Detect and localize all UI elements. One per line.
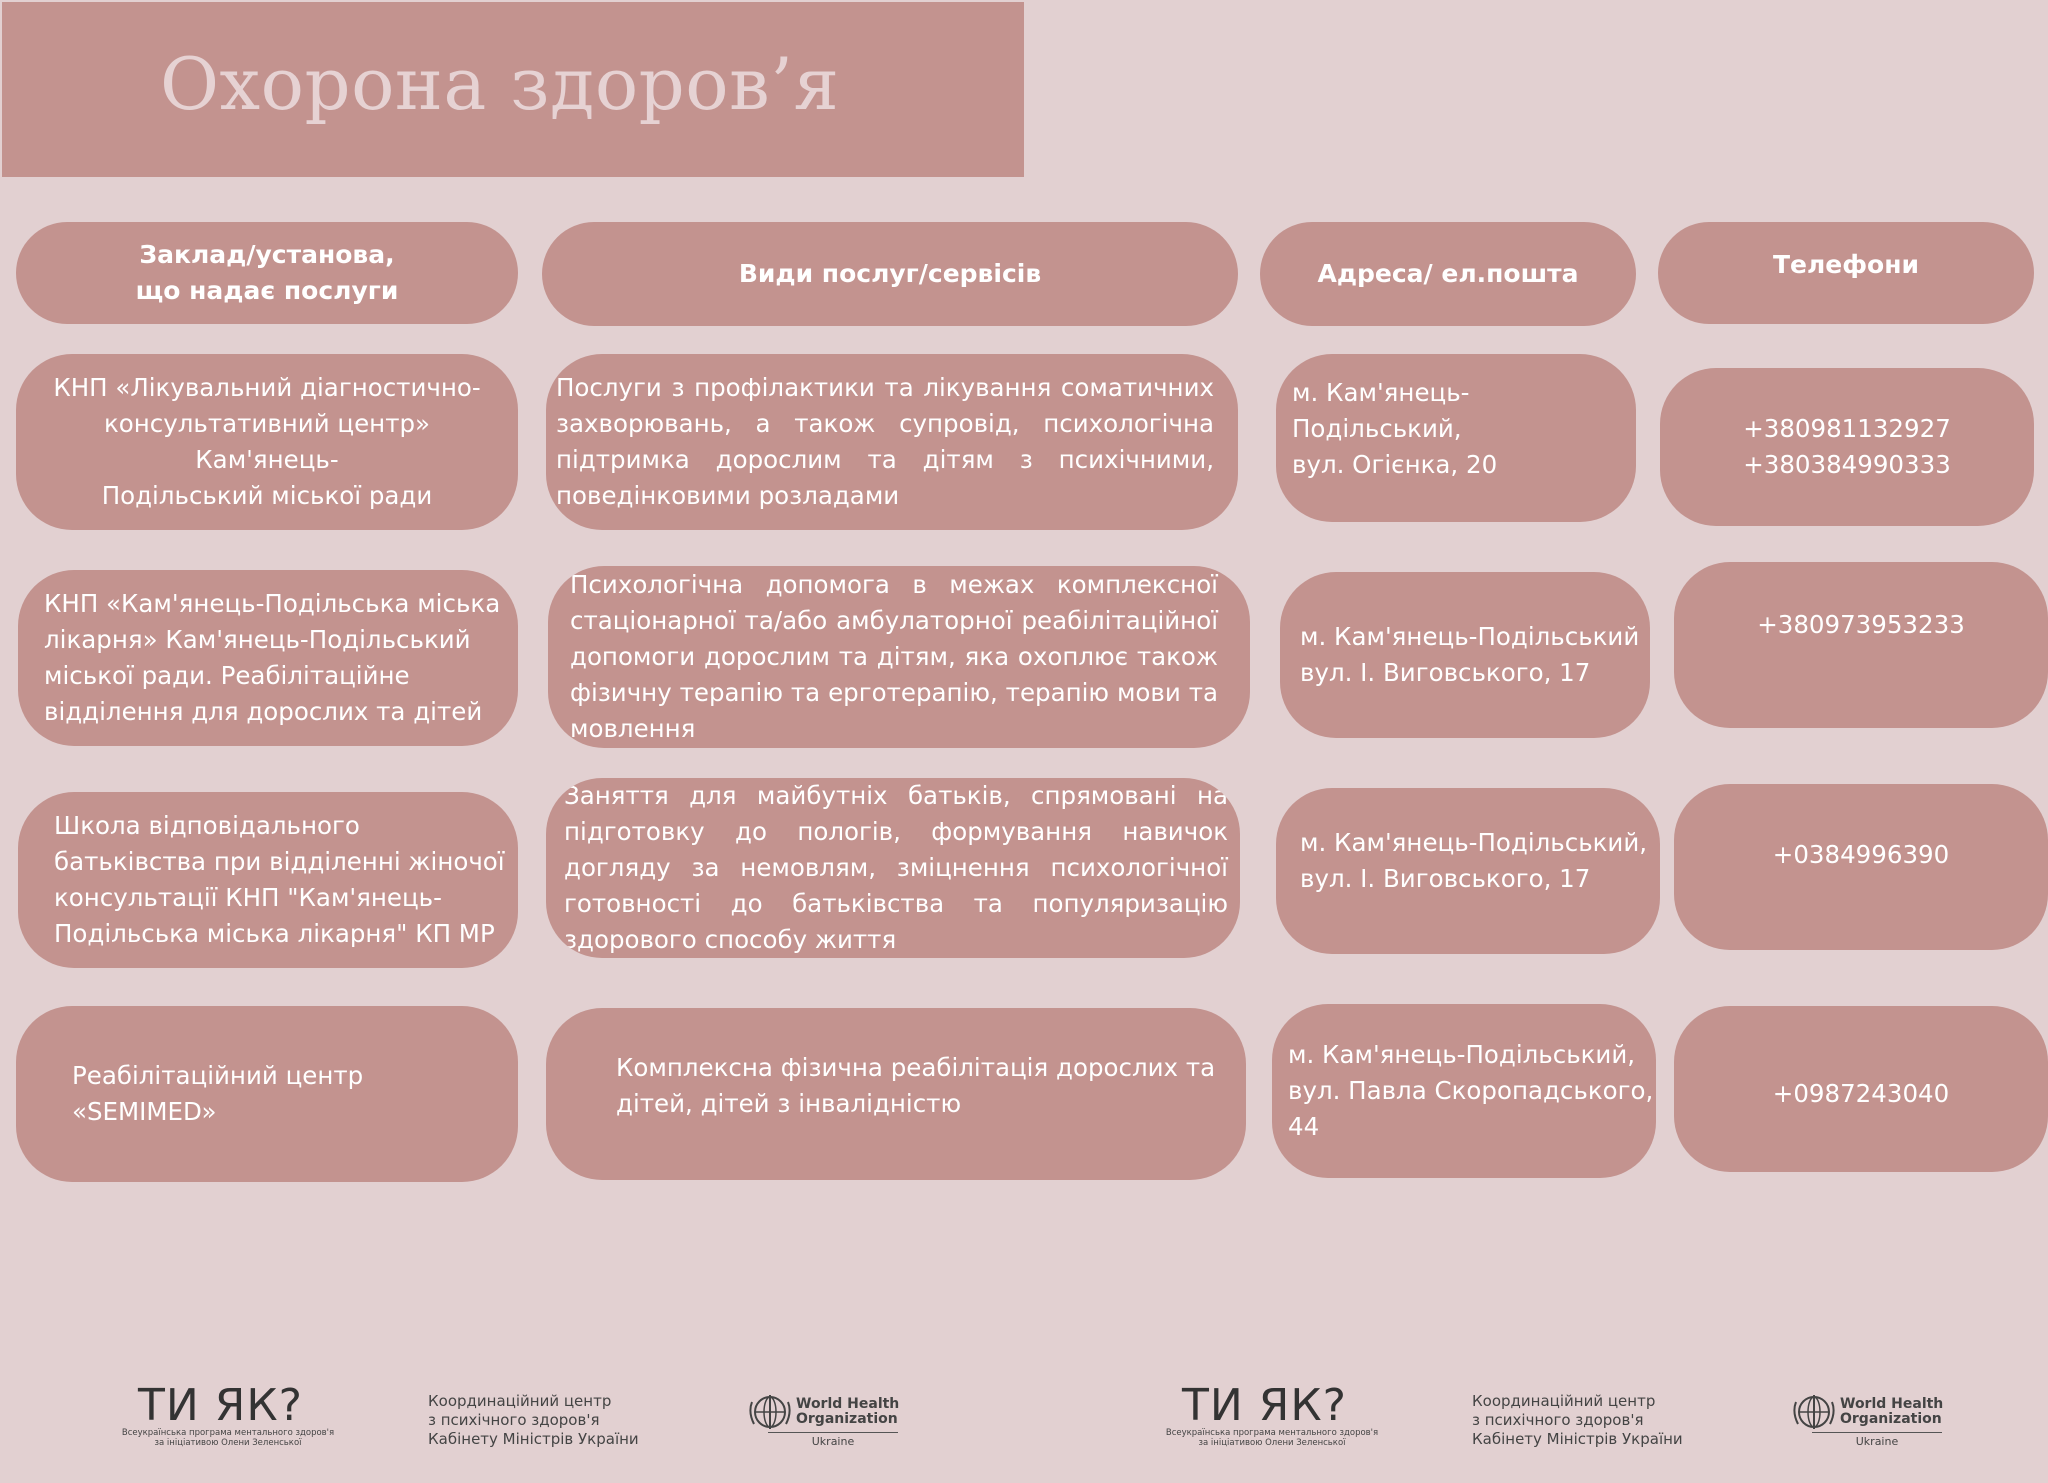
coord2-line1: Координаційний центр [1472, 1392, 1656, 1410]
row4-address-line3: 44 [1288, 1112, 1320, 1141]
header-institution [16, 222, 518, 324]
page-title: Охорона здоров’я [160, 42, 840, 126]
row1-services-line1: Послуги з профілактики та лікування соматичних [556, 373, 1214, 402]
row3-services [546, 778, 1240, 958]
row3-address-line1: м. Кам'янець-Подільський, [1300, 828, 1648, 857]
row3-address-line2: вул. І. Виговського, 17 [1300, 864, 1591, 893]
row1-institution-line1: КНП «Лікувальний діагностично- [53, 373, 481, 402]
row4-phone-1: +0987243040 [1772, 1079, 1950, 1108]
row4-services-line1: Комплексна фізична реабілітація дорослих та [616, 1053, 1216, 1082]
row2-services-line3: допомоги дорослим та дітям, яка охоплює також [570, 642, 1218, 671]
row4-address-line1: м. Кам'янець-Подільський, [1288, 1040, 1636, 1069]
row4-address [1272, 1004, 1656, 1178]
row3-institution-line3: консультації КНП "Кам'янець- [54, 883, 442, 912]
header-services [542, 222, 1238, 326]
row3-institution-line2: батьківства при відділенні жіночої [54, 847, 505, 876]
who-emblem-icon [748, 1392, 792, 1432]
who-line2: Organization [796, 1411, 898, 1427]
row1-institution-line3: Подільський міської ради [101, 481, 433, 510]
coord-line2: з психічного здоров'я [428, 1411, 600, 1429]
row1-institution [16, 354, 518, 530]
who2-line2: Organization [1840, 1411, 1942, 1427]
who2-line1: World Health [1840, 1396, 1944, 1412]
row2-institution-line4: відділення для дорослих та дітей [44, 697, 483, 726]
row1-phones [1660, 368, 2034, 526]
row1-services-line4: поведінковими розладами [556, 481, 900, 510]
row2-services-line1: Психологічна допомога в межах комплексної [570, 570, 1218, 599]
tyak-logo-text: ТИ ЯК? [138, 1380, 303, 1431]
row4-services-line2: дітей, дітей з інвалідністю [616, 1089, 962, 1118]
row4-institution-line2: «SEMIMED» [72, 1097, 217, 1126]
who-emblem-icon-2 [1792, 1392, 1836, 1432]
row3-address [1276, 788, 1660, 954]
row4-services [546, 1008, 1246, 1180]
header-address [1260, 222, 1636, 326]
who-line1: World Health [796, 1396, 900, 1412]
row3-services-line2: підготовку до пологів, формування навичок [564, 817, 1228, 846]
tyak-logo-sub-2: за ініціативою Олени Зеленської [154, 1438, 302, 1448]
row2-address [1280, 572, 1650, 738]
row3-phones [1674, 784, 2048, 950]
header-phones-label: Телефони [1772, 250, 1920, 279]
coord-line1: Координаційний центр [428, 1392, 612, 1410]
footer-logo-tyak-2 [1162, 1380, 1382, 1448]
row2-services-line5: мовлення [570, 714, 696, 743]
who-country: Ukraine [768, 1432, 898, 1448]
row2-address-line1: м. Кам'янець-Подільський [1300, 622, 1640, 651]
footer-logo-tyak-1 [118, 1380, 338, 1448]
row3-services-line3: догляду за немовлям, зміцнення психологічної [564, 853, 1228, 882]
row2-institution-line1: КНП «Кам'янець-Подільська міська [44, 589, 501, 618]
header-phones [1658, 222, 2034, 324]
row3-services-line5: здорового способу життя [564, 925, 897, 954]
header-services-label: Види послуг/сервісів [738, 259, 1042, 288]
row1-phone-2: +380384990333 [1743, 450, 1951, 479]
row3-institution-line1: Школа відповідального [54, 811, 360, 840]
row2-institution-line3: міської ради. Реабілітаційне [44, 661, 410, 690]
tyak-logo-sub-2-2: за ініціативою Олени Зеленської [1198, 1438, 1346, 1448]
row3-institution-line4: Подільська міська лікарня" КП МР [54, 919, 495, 948]
tyak-logo-sub-1: Всеукраїнська програма ментального здоров'я [121, 1428, 335, 1438]
footer-coord-center-1 [428, 1392, 639, 1449]
row2-services [548, 566, 1250, 748]
coord2-line2: з психічного здоров'я [1472, 1411, 1644, 1429]
header-institution-line1: Заклад/установа, [139, 240, 395, 269]
row1-phone-1: +380981132927 [1743, 414, 1951, 443]
who2-country: Ukraine [1812, 1432, 1942, 1448]
row2-institution-line2: лікарня» Кам'янець-Подільський [44, 625, 471, 654]
row3-institution [18, 792, 518, 968]
coord2-line3: Кабінету Міністрів України [1472, 1430, 1683, 1448]
row3-services-line4: готовності до батьківства та популяризацію [564, 889, 1228, 918]
row4-institution-line1: Реабілітаційний центр [72, 1061, 364, 1090]
footer-who-logo-1 [748, 1392, 899, 1448]
header-institution-line2: що надає послуги [135, 276, 399, 305]
title-band [2, 2, 1024, 177]
row1-address [1276, 354, 1636, 522]
row4-phones [1674, 1006, 2048, 1172]
row4-address-line2: вул. Павла Скоропадського, [1288, 1076, 1654, 1105]
row1-address-line1: м. Кам'янець-Подільський, [1292, 378, 1470, 443]
header-address-label: Адреса/ ел.пошта [1317, 259, 1579, 288]
row1-institution-line2: консультативний центр» Кам'янець- [103, 409, 431, 474]
row1-address-line2: вул. Огієнка, 20 [1292, 450, 1498, 479]
row1-services [546, 354, 1238, 530]
tyak-logo-sub-2-1: Всеукраїнська програма ментального здоров'я [1165, 1428, 1379, 1438]
row4-institution [16, 1006, 518, 1182]
row2-phones [1674, 562, 2048, 728]
row2-institution [18, 570, 518, 746]
coord-line3: Кабінету Міністрів України [428, 1430, 639, 1448]
tyak-logo-text-2: ТИ ЯК? [1182, 1380, 1347, 1431]
footer-coord-center-2 [1472, 1392, 1683, 1449]
row2-services-line2: стаціонарної та/або амбулаторної реабілітаційної [570, 606, 1218, 635]
row2-address-line2: вул. І. Виговського, 17 [1300, 658, 1591, 687]
row1-services-line3: підтримка дорослим та дітям з психічними, [556, 445, 1214, 474]
row3-phone-1: +0384996390 [1772, 840, 1950, 869]
row1-services-line2: захворювань, а також супровід, психологічна [556, 409, 1214, 438]
footer-who-logo-2 [1792, 1392, 1943, 1448]
row3-services-line1: Заняття для майбутніх батьків, спрямовані на [564, 781, 1228, 810]
row2-services-line4: фізичну терапію та ерготерапію, терапію мови та [570, 678, 1218, 707]
row2-phone-1: +380973953233 [1757, 610, 1965, 639]
